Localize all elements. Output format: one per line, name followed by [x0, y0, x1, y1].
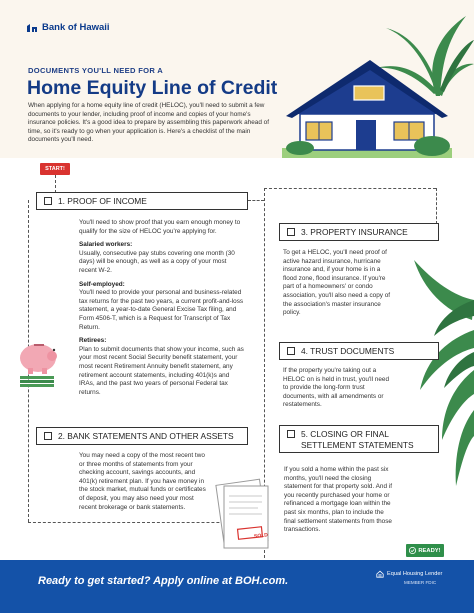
bank-logo[interactable]	[26, 22, 110, 33]
section-text: To get a HELOC, you'll need proof of active hazard insurance, hurricane insurance and, if your home is in a flood zone, flood insurance. If you're part of a homeowners' or condo association, you'll also need a copy of the association's master insurance policy.	[283, 249, 391, 317]
documents-illustration	[214, 476, 274, 556]
header-kicker: DOCUMENTS YOU'LL NEED FOR A	[28, 66, 164, 75]
checkbox-icon[interactable]	[287, 347, 295, 355]
section-text: Usually, consecutive pay stubs covering one month (30 days) will be enough, as well as a copy of your most recent W-2.	[79, 249, 235, 274]
equal-housing-icon	[376, 570, 384, 578]
checkbox-icon[interactable]	[287, 228, 295, 236]
section-settlement-statements-header	[279, 425, 439, 453]
ready-label	[406, 544, 444, 557]
section-title	[301, 429, 414, 450]
piggy-bank-icon	[14, 330, 64, 390]
section-title: 4. TRUST DOCUMENTS	[301, 346, 395, 356]
logo-mark-icon	[26, 23, 38, 33]
subheading-salaried: Salaried workers:	[79, 241, 133, 249]
page-title: Home Equity Line of Credit	[27, 77, 278, 99]
section-text: If the property you're taking out a HELOC on is held in trust, you'll need to provide the long-form trust documents, with all amendments or restatements.	[283, 367, 390, 409]
flow-line	[436, 188, 437, 224]
section-property-insurance-body	[283, 249, 395, 318]
flow-line	[248, 200, 264, 201]
section-settlement-statements-body	[284, 466, 396, 535]
checkbox-icon[interactable]	[44, 197, 52, 205]
subheading-retirees: Retirees:	[79, 337, 107, 345]
intro-paragraph: When applying for a home equity line of credit (HELOC), you'll need to submit a few documents to your lender, including proof of income and copies of your home's insurance policies. It's a good idea to prepare by assembling this paperwork ahead of time, so it's ready to go when your application is. Here's a checklist of the main documents you'll need.	[28, 102, 270, 144]
footer-cta-link[interactable]: Ready to get started? Apply online at BOH.com.	[38, 575, 289, 587]
start-label: START!	[40, 163, 70, 175]
section-title: 1. PROOF OF INCOME	[58, 196, 147, 206]
section-title: 2. BANK STATEMENTS AND OTHER ASSETS	[58, 431, 234, 441]
section-text: You'll need to show proof that you earn enough money to qualify for the size of HELOC you're applying for.	[79, 219, 241, 235]
section-proof-of-income-header	[36, 192, 248, 210]
equal-housing-lender	[376, 570, 442, 578]
member-fdic: MEMBER FDIC	[404, 580, 437, 585]
section-property-insurance-header	[279, 223, 439, 241]
flow-line	[264, 188, 436, 189]
section-title: 3. PROPERTY INSURANCE	[301, 227, 408, 237]
section-text: If you sold a home within the past six months, you'll need the closing statement for that property sold. And if you recently purchased your home or refinanced a mortgage loan within the past six months, plan to include the final settlement statements from those transactions.	[284, 466, 392, 534]
palm-leaf-illustration	[394, 260, 474, 490]
section-proof-of-income-body	[79, 219, 245, 397]
section-trust-documents-body	[283, 367, 395, 410]
flow-line	[55, 175, 56, 193]
checkbox-icon[interactable]	[44, 432, 52, 440]
section-title-line1: 5. CLOSING OR FINAL	[301, 429, 389, 439]
section-text: Plan to submit documents that show your income, such as your most recent Social Security benefit statement, your most recent Retirement Annuity benefit statement, any retirement account statements, including 401(k)s and IRAs, and the past two years of personal Federal tax returns.	[79, 345, 244, 396]
ehl-text: Equal Housing Lender	[387, 571, 443, 577]
section-trust-documents-header	[279, 342, 439, 360]
section-text: You may need a copy of the most recent two or three months of statements from your checking account, savings accounts, and 401(k) retirement plan. If you have money in the stock market, mutual funds or certificates of deposit, you may also need your most recent brokerage or bank statements.	[79, 452, 206, 511]
section-text: You'll need to provide your personal and business-related tax returns for the past two years, a current profit-and-loss statement, a year-to-date General Excise Tax filing, and Form 4506-T, which is a Request for Transcript of Tax Return.	[79, 289, 244, 331]
section-bank-statements-body	[79, 452, 209, 512]
check-icon	[409, 547, 416, 554]
section-title-line2: SETTLEMENT STATEMENTS	[301, 439, 414, 450]
sold-stamp: SOLD	[253, 532, 269, 540]
section-bank-statements-header	[36, 427, 248, 445]
house-illustration	[282, 48, 452, 158]
subheading-self-employed: Self-employed:	[79, 280, 125, 288]
logo-text: Bank of Hawaii	[42, 22, 110, 33]
ready-text: READY!	[418, 547, 441, 554]
checkbox-icon[interactable]	[287, 430, 295, 438]
